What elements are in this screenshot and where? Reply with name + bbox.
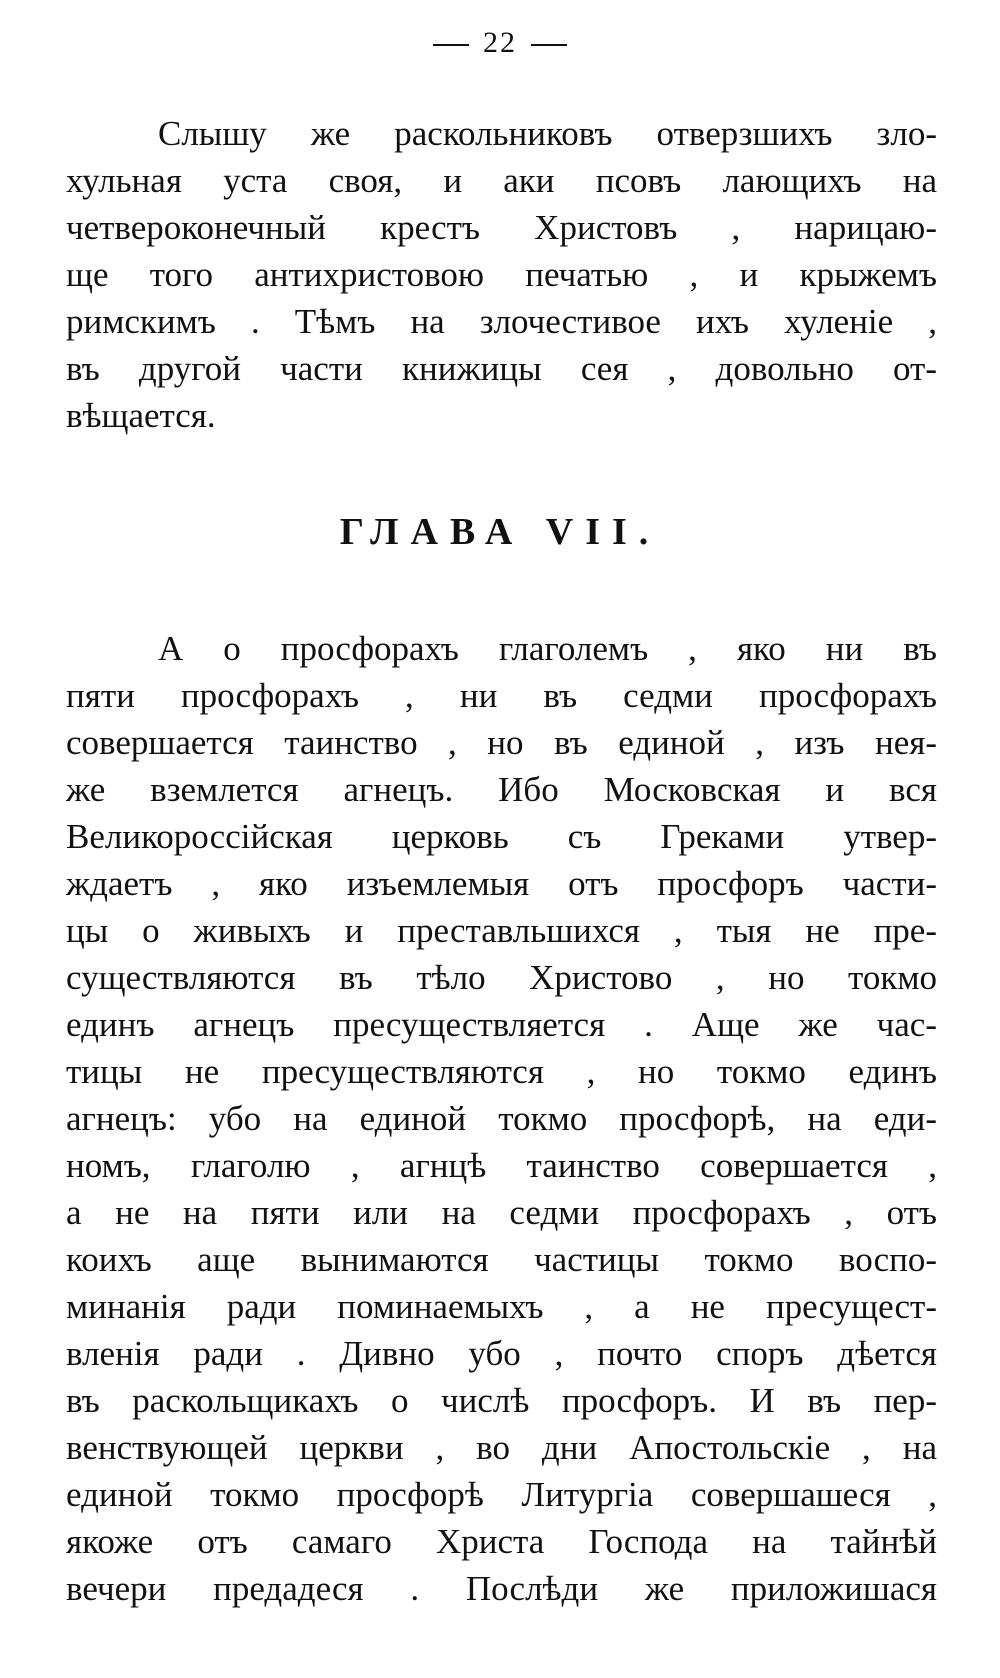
- text-line: четвероконечный крестъ Христовъ , нарицаю-: [66, 208, 937, 247]
- text-line: ждаетъ , яко изъемлемыя отъ просфоръ части-: [66, 864, 937, 903]
- text-line: венствующей церкви , во дни Апостольскіе , на: [66, 1428, 937, 1467]
- text-line: совершается таинство , но въ единой , изъ нея-: [66, 723, 937, 762]
- text-line: А о просфорахъ глаголемъ , яко ни въ: [158, 629, 937, 668]
- paragraph-2: [66, 625, 937, 1612]
- page-number: [0, 26, 1000, 60]
- text-line: якоже отъ самаго Христа Господа на тайнѣй: [66, 1522, 937, 1561]
- left-dash: [433, 44, 469, 46]
- text-line: хульная уста своя, и аки псовъ лающихъ на: [66, 161, 937, 200]
- chapter-heading: ГЛАВА VII.: [339, 511, 661, 553]
- text-line: существляются въ тѣло Христово , но токмо: [66, 958, 937, 997]
- text-line: цы о живыхъ и преставльшихся , тыя не пре-: [66, 911, 937, 950]
- text-line: единъ агнецъ пресуществляется . Аще же час-: [66, 1005, 937, 1044]
- text-line: агнецъ: убо на единой токмо просфорѣ, на еди-: [66, 1099, 937, 1138]
- text-line: же вземлется агнецъ. Ибо Московская и вся: [66, 770, 937, 809]
- text-line: вѣщается.: [66, 396, 216, 435]
- text-line: коихъ аще вынимаются частицы токмо воспо-: [66, 1240, 937, 1279]
- right-dash: [531, 44, 567, 46]
- paragraph-1: [66, 110, 937, 439]
- text-line: минанія ради поминаемыхъ , а не пресущест-: [66, 1287, 937, 1326]
- text-line: пяти просфорахъ , ни въ седми просфорахъ: [66, 676, 937, 715]
- text-line: въ другой части книжицы сея , довольно от-: [66, 349, 937, 388]
- text-line: тицы не пресуществляются , но токмо единъ: [66, 1052, 937, 1091]
- text-line: номъ, глаголю , агнцѣ таинство совершается ,: [66, 1146, 937, 1185]
- text-line: а не на пяти или на седми просфорахъ , отъ: [66, 1193, 937, 1232]
- text-line: вленія ради . Дивно убо , почто споръ дѣется: [66, 1334, 937, 1373]
- page-number-value: 22: [483, 26, 517, 59]
- text-line: Великороссійская церковь съ Греками утвер-: [66, 817, 937, 856]
- text-line: Слышу же раскольниковъ отверзшихъ зло-: [158, 114, 937, 153]
- text-line: римскимъ . Тѣмъ на злочестивое ихъ хуленіе ,: [66, 302, 937, 341]
- text-line: ще того антихристовою печатью , и крыжемъ: [66, 255, 937, 294]
- text-line: въ раскольщикахъ о числѣ просфоръ. И въ пер-: [66, 1381, 937, 1420]
- text-line: единой токмо просфорѣ Литургіа совершашеся ,: [66, 1475, 937, 1514]
- text-line: вечери предадеся . Послѣди же приложишася: [66, 1569, 937, 1608]
